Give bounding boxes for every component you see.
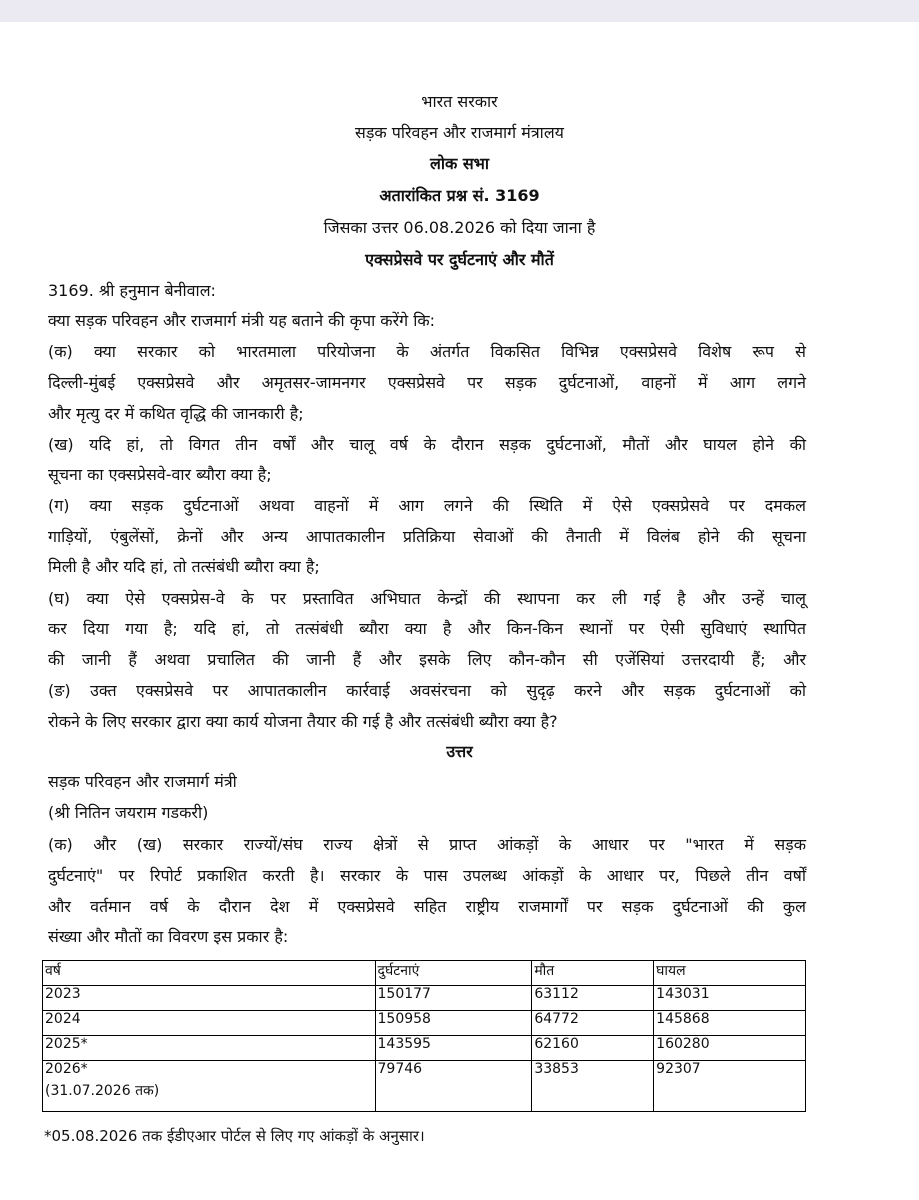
govt-heading: भारत सरकार xyxy=(421,92,498,111)
cell-year-note: (31.07.2026 तक) xyxy=(45,1083,160,1099)
table-row xyxy=(43,1011,806,1036)
answer-line: और वर्तमान वर्ष के दौरान देश में एक्सप्रेसवे सहित राष्ट्रीय राजमार्गों पर सड़क दुर्घटनाओं की कुल xyxy=(48,897,806,916)
cell-deaths: 64772 xyxy=(532,1011,654,1036)
question-nga-line: (ङ) उक्त एक्सप्रेसवे पर आपातकालीन कार्रवाई अवसंरचना को सुदृढ़ करने और सड़क दुर्घटनाओं को xyxy=(48,681,806,700)
answer-line: संख्या और मौतों का विवरण इस प्रकार है: xyxy=(48,927,289,946)
question-gha-line: की जानी हैं अथवा प्रचालित की जानी हैं और इसके लिए कौन-कौन सी एजेंसियां उत्तरदायी हैं; और xyxy=(48,650,806,669)
table-row xyxy=(43,986,806,1011)
answer-heading: उत्तर xyxy=(446,742,473,761)
cell-year-value: 2026* xyxy=(45,1061,88,1077)
cell-accidents: 143595 xyxy=(375,1036,532,1061)
table-row xyxy=(43,1036,806,1061)
table-row xyxy=(43,1061,806,1112)
answer-line: (क) और (ख) सरकार राज्यों/संघ राज्य क्षेत्रों से प्राप्त आंकड़ों के आधार पर "भारत में सड़क xyxy=(48,835,806,854)
question-intro: क्या सड़क परिवहन और राजमार्ग मंत्री यह बताने की कृपा करेंगे कि: xyxy=(48,311,436,330)
question-nga-line: रोकने के लिए सरकार द्वारा क्या कार्य योजना तैयार की गई है और तत्संबंधी ब्यौरा क्या है? xyxy=(48,712,558,731)
viewer-top-bar xyxy=(0,0,919,22)
subject-heading: एक्सप्रेसवे पर दुर्घटनाएं और मौतें xyxy=(365,250,554,269)
cell-injured: 143031 xyxy=(654,986,806,1011)
question-number: अतारांकित प्रश्न सं. 3169 xyxy=(379,186,540,205)
house-heading: लोक सभा xyxy=(429,154,490,173)
ministry-heading: सड़क परिवहन और राजमार्ग मंत्रालय xyxy=(355,123,564,142)
cell-deaths: 63112 xyxy=(532,986,654,1011)
question-ga-line: मिली है और यदि हां, तो तत्संबंधी ब्यौरा क्या है; xyxy=(48,557,320,576)
header-deaths: मौत xyxy=(532,961,654,986)
table-header-row xyxy=(43,961,806,986)
cell-accidents: 79746 xyxy=(375,1061,532,1112)
header-injured: घायल xyxy=(654,961,806,986)
question-ga-line: (ग) क्या सड़क दुर्घटनाओं अथवा वाहनों में आग लगने की स्थिति में ऐसे एक्सप्रेसवे पर दमकल xyxy=(48,496,806,515)
cell-deaths: 33853 xyxy=(532,1061,654,1112)
cell-injured: 92307 xyxy=(654,1061,806,1112)
cell-injured: 160280 xyxy=(654,1036,806,1061)
cell-year: 2024 xyxy=(43,1011,376,1036)
question-gha-line: कर दिया गया है; यदि हां, तो तत्संबंधी ब्यौरा क्या है और किन-किन स्थानों पर ऐसी सुविधाएं स्थापित xyxy=(48,619,806,638)
answer-line: दुर्घटनाएं" पर रिपोर्ट प्रकाशित करती है। सरकार के पास उपलब्ध आंकड़ों के आधार पर, पिछले तीन वर्षों xyxy=(48,866,806,885)
cell-injured: 145868 xyxy=(654,1011,806,1036)
cell-deaths: 62160 xyxy=(532,1036,654,1061)
cell-accidents: 150177 xyxy=(375,986,532,1011)
accident-statistics-table xyxy=(42,960,806,1112)
question-ka-line: और मृत्यु दर में कथित वृद्धि की जानकारी है; xyxy=(48,404,304,423)
question-ka-line: (क) क्या सरकार को भारतमाला परियोजना के अंतर्गत विकसित विभिन्न एक्सप्रेसवे विशेष रूप से xyxy=(48,342,806,361)
header-year: वर्ष xyxy=(43,961,376,986)
question-ga-line: गाड़ियों, एंबुलेंसों, क्रेनों और अन्य आपातकालीन प्रतिक्रिया सेवाओं की तैनाती में विलंब होने की सूचना xyxy=(48,527,806,546)
question-kha-line: सूचना का एक्सप्रेसवे-वार ब्यौरा क्या है; xyxy=(48,465,272,484)
header-accidents: दुर्घटनाएं xyxy=(375,961,532,986)
table-footnote: *05.08.2026 तक ईडीएआर पोर्टल से लिए गए आंकड़ों के अनुसार। xyxy=(44,1127,425,1145)
cell-year: 2025* xyxy=(43,1036,376,1061)
cell-accidents: 150958 xyxy=(375,1011,532,1036)
cell-year: 2023 xyxy=(43,986,376,1011)
question-ka-line: दिल्ली-मुंबई एक्सप्रेसवे और अमृतसर-जामनगर एक्सप्रेसवे पर सड़क दुर्घटनाओं, वाहनों में आग लगने xyxy=(48,373,806,392)
answer-date: जिसका उत्तर 06.08.2026 को दिया जाना है xyxy=(323,218,596,237)
question-kha-line: (ख) यदि हां, तो विगत तीन वर्षों और चालू वर्ष के दौरान सड़क दुर्घटनाओं, मौतों और घायल होने की xyxy=(48,435,806,454)
minister-name: (श्री नितिन जयराम गडकरी) xyxy=(48,803,209,822)
question-gha-line: (घ) क्या ऐसे एक्सप्रेस-वे के पर प्रस्तावित अभिघात केन्द्रों की स्थापना कर ली गई है और उन्हें चालू xyxy=(48,589,806,608)
cell-year xyxy=(43,1061,376,1112)
asked-by: 3169. श्री हनुमान बेनीवाल: xyxy=(48,281,216,300)
document-page xyxy=(0,22,919,1200)
minister-title: सड़क परिवहन और राजमार्ग मंत्री xyxy=(48,772,237,791)
